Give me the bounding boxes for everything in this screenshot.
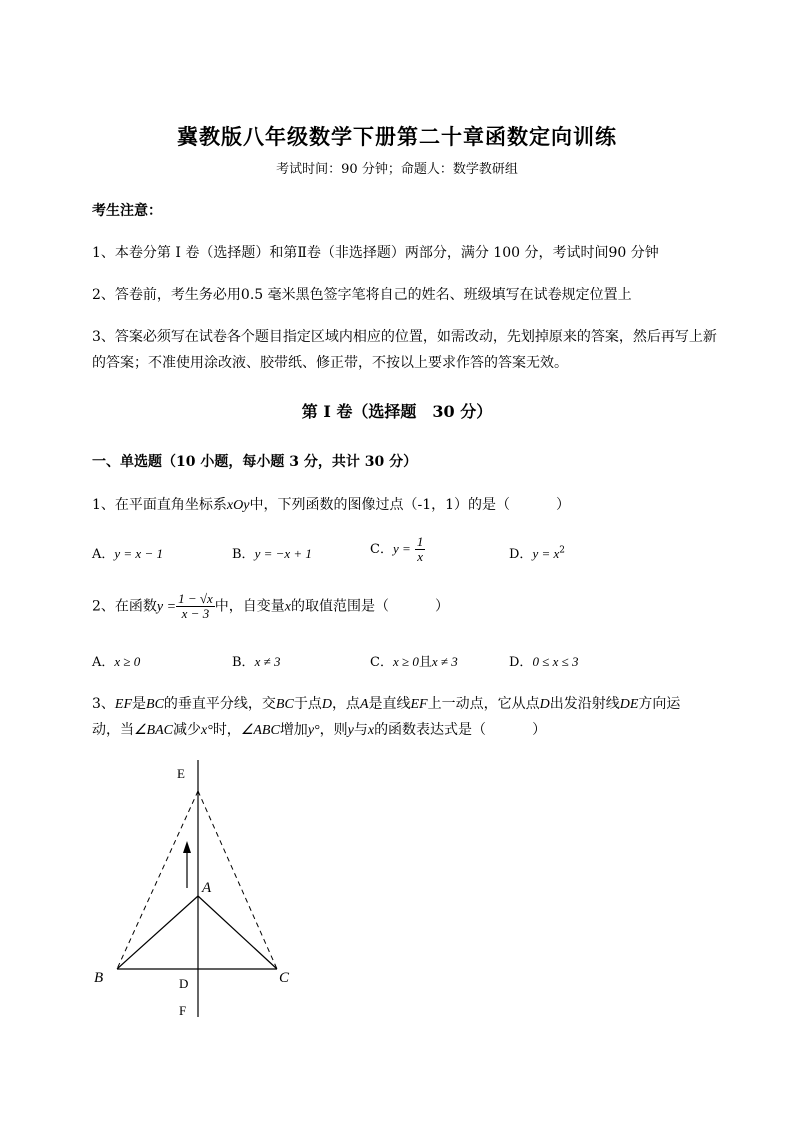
fraction [415,535,426,564]
q3-text: 于点 [293,696,322,712]
denominator: x [417,549,424,564]
q3-text: 的垂直平分线，交 [163,696,276,712]
q3-math: EF [114,697,133,712]
option-label: C． [370,542,393,557]
q3-math: x° [201,723,213,738]
q3-text: 动，当 [92,722,134,738]
q1-var: xOy [226,498,250,513]
option-math: y = x [532,546,560,561]
notice-item-3-line-2: 的答案；不准使用涂改液、胶带纸、修正带，不按以上要求作答的答案无效。 [92,355,568,371]
q2-option-c[interactable] [370,651,458,670]
page-title: 冀教版八年级数学下册第二十章函数定向训练 [177,124,617,149]
exam-info: 考试时间：90 分钟；命题人：数学教研组 [276,162,518,177]
part-heading: 一、单选题（10 小题，每小题 3 分，共计 30 分） [92,454,418,470]
q3-text: 增加 [279,722,308,738]
q3-math: EF [410,697,428,712]
option-math-lhs: y = [392,541,411,556]
q3-math: ∠BAC [134,723,173,738]
question-1 [92,494,570,514]
option-label: D． [509,547,533,562]
q3-text: ） [532,722,547,738]
section-title: 第 I 卷（选择题 30 分） [301,402,493,421]
geometry-figure [80,755,320,1025]
notice-item-2: 2、答卷前，考生务必用0.5 毫米黑色签字笔将自己的姓名、班级填写在试卷规定位置上 [92,287,632,303]
denominator: x − 3 [181,606,210,621]
option-math: x ≠ 3 [254,654,281,669]
q3-text: 上一动点，它从点 [427,696,540,712]
q2-var: x [284,599,291,615]
q2-text-d: ） [435,598,449,615]
question-3-line-2 [92,719,546,739]
option-math: x ≠ 3 [431,654,458,669]
q2-fraction [176,592,215,621]
dashed-line-eb [117,791,198,969]
q1-text-c: ） [556,497,571,513]
q3-math: BC [146,697,164,712]
option-math: x ≥ 0 [114,654,141,669]
q3-text: 与 [353,722,368,738]
q3-text: 出发沿射线 [549,696,620,712]
q2-text-b: 中，自变量 [214,598,285,615]
q1-option-a[interactable] [92,543,163,562]
option-math: y = x − 1 [114,546,163,561]
q1-option-b[interactable] [232,543,312,562]
notice-item-3-line-1: 3、答案必须写在试卷各个题目指定区域内相应的位置，如需改动，先划掉原来的答案，然后再写上新 [92,329,717,345]
q3-text: ，点 [331,696,360,712]
q1-text-a: 1、在平面直角坐标系 [92,497,227,513]
arrow-head-icon [183,841,191,853]
label-c: C [279,970,290,986]
q3-math: y [347,723,354,738]
q2-lhs: y = [156,599,177,615]
q3-text: 时， [212,722,241,738]
q1-option-d[interactable] [509,543,565,562]
notice-heading: 考生注意： [92,203,162,219]
q2-option-a[interactable] [92,651,140,670]
label-d: D [179,976,189,991]
q3-math: ∠ABC [240,723,280,738]
q3-math: BC [275,697,294,712]
q3-math: x [367,723,375,738]
label-b: B [94,970,104,986]
question-3-line-1 [92,693,680,713]
q3-math: A [359,697,369,712]
label-f: F [179,1003,187,1018]
exponent: 2 [559,545,565,556]
label-a: A [202,880,212,896]
option-label: D． [509,655,533,670]
q3-text: 方向运 [638,696,681,712]
q2-option-d[interactable] [509,651,578,670]
option-label: A． [92,655,115,670]
option-math: 0 ≤ x ≤ 3 [532,654,579,669]
segment-ab [117,896,198,969]
numerator: 1 − √x [178,591,213,606]
option-label: C． [370,655,393,670]
notice-item-1: 1、本卷分第 I 卷（选择题）和第Ⅱ卷（非选择题）两部分，满分 100 分，考试时间90 分钟 [92,245,659,261]
q3-text: 3、 [92,696,115,712]
q3-math: y° [307,723,320,738]
q3-text: 是 [132,696,147,712]
label-e: E [177,766,185,781]
q3-text: ，则 [319,722,348,738]
option-label: B． [232,655,255,670]
q1-option-c[interactable] [370,535,425,564]
q3-math: D [539,697,550,712]
q3-text: 减少 [173,722,201,738]
option-math: y = −x + 1 [254,546,312,561]
q3-math: DE [619,697,639,712]
segment-ac [198,896,277,969]
q3-math: D [321,697,332,712]
q1-text-b: 中，下列函数的图像过点（-1，1）的是（ [249,497,511,513]
q2-text-a: 2、在函数 [92,598,157,615]
q2-option-b[interactable] [232,651,280,670]
numerator: 1 [416,534,424,549]
option-math: x ≥ 0 [392,654,419,669]
option-label: B． [232,547,255,562]
q2-text-c: 的取值范围是（ [291,598,389,615]
conjunction: 且 [418,655,432,670]
option-label: A． [92,547,115,562]
q3-text: 是直线 [368,696,411,712]
q3-text: 的函数表达式是（ [374,722,487,738]
question-2 [92,592,449,621]
